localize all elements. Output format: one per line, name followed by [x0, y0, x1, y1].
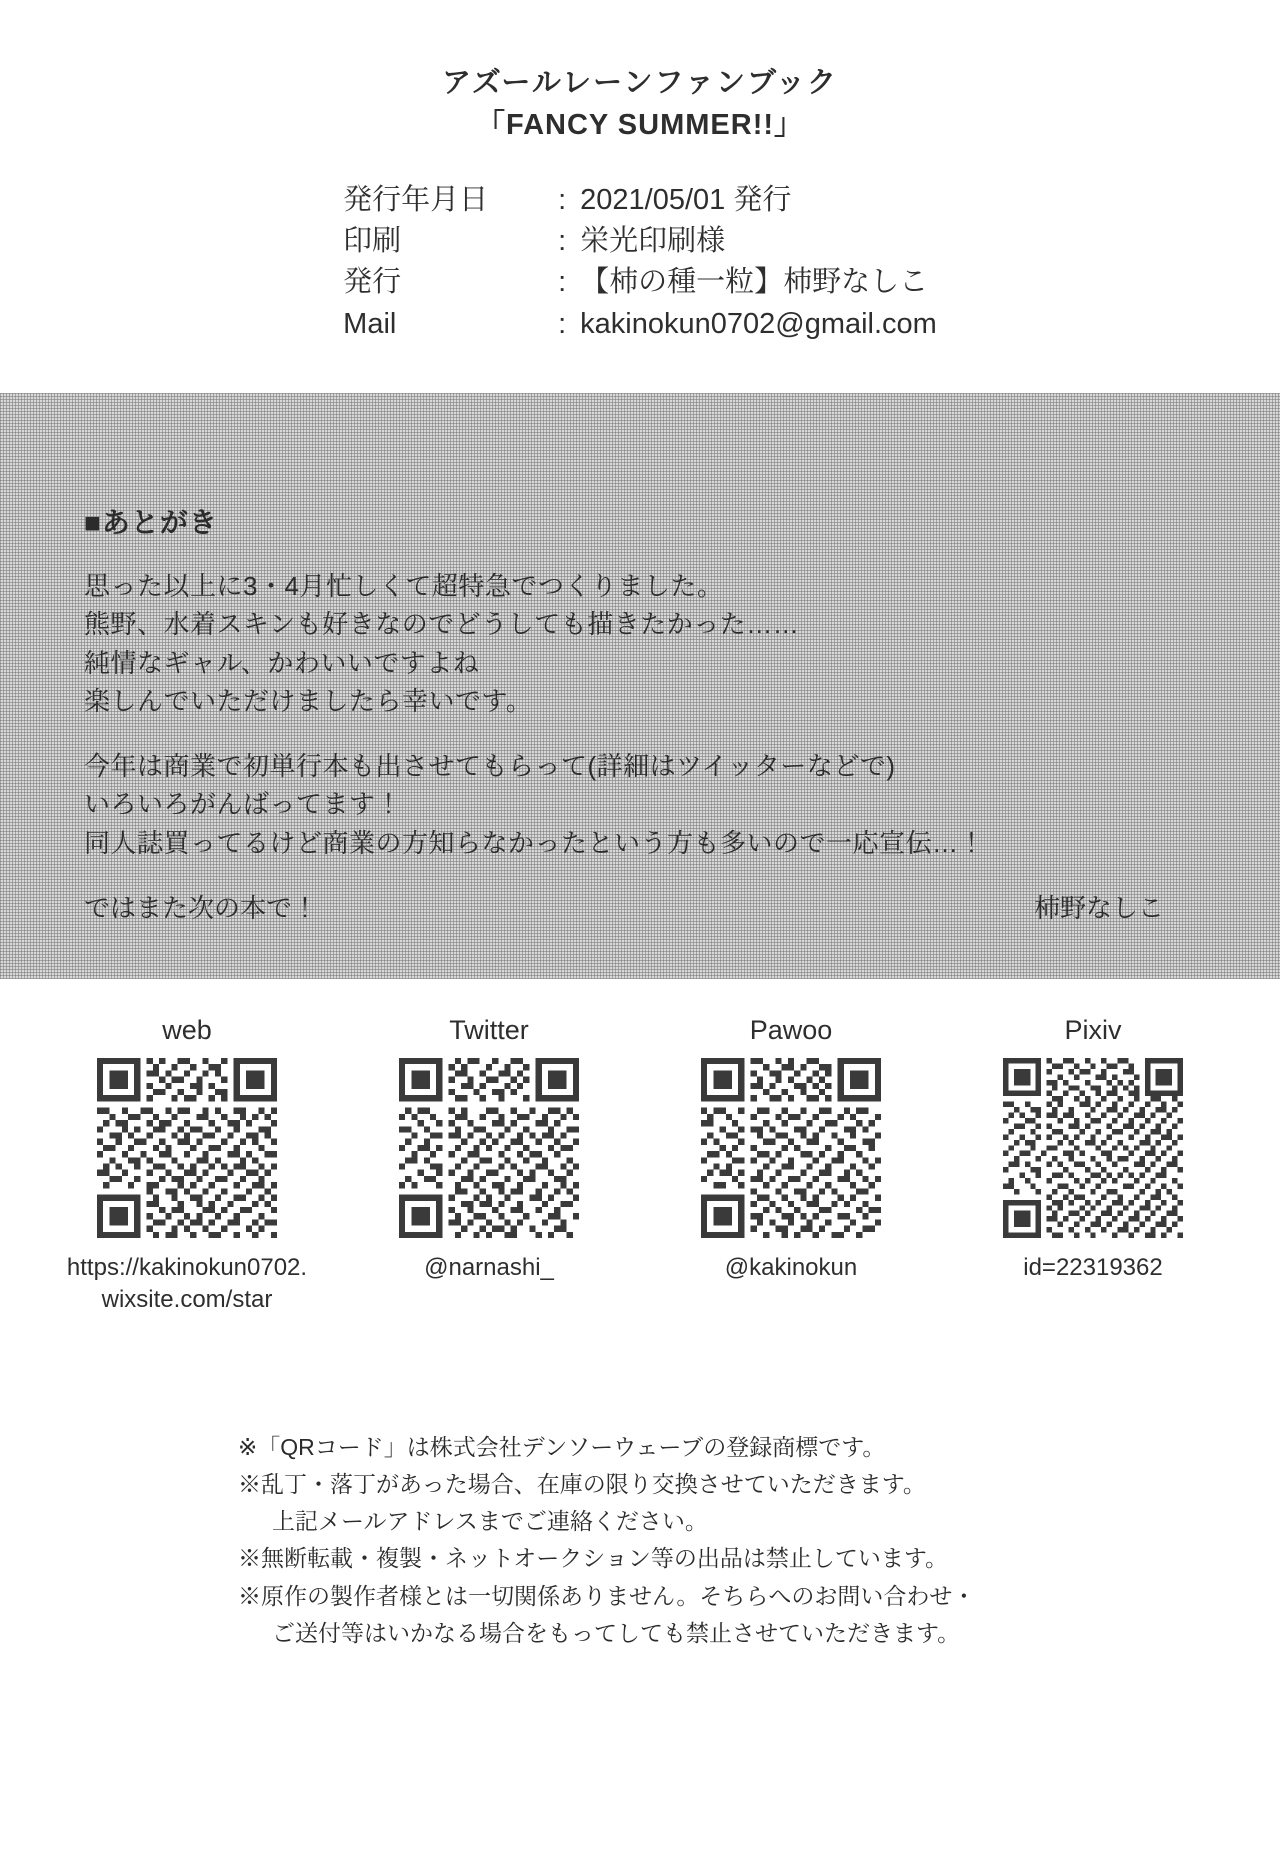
- afterword-line: いろいろがんばってます！: [84, 789, 403, 820]
- afterword-content: [84, 501, 1210, 927]
- afterword-closing: ではまた次の本で！: [84, 893, 319, 924]
- notice-line: ※乱丁・落丁があった場合、在庫の限り交換させていただきます。: [238, 1470, 926, 1497]
- link-caption: @narnashi_: [424, 1253, 554, 1281]
- meta-value: 2021/05/01 発行: [580, 184, 792, 217]
- meta-label: 発行: [343, 266, 402, 299]
- notice-line: ※無断転載・複製・ネットオークション等の出品は禁止しています。: [238, 1545, 949, 1572]
- colophon-header: [0, 0, 1280, 345]
- afterword-panel: [0, 393, 1280, 979]
- meta-value: 【柿の種一粒】柿野なしこ: [580, 266, 929, 299]
- list-item[interactable]: [970, 1015, 1216, 1317]
- notice-line: ご送付等はいかなる場合をもってしても禁止させていただきます。: [272, 1619, 961, 1646]
- link-caption: @kakinokun: [724, 1253, 858, 1281]
- link-list: [0, 1015, 1280, 1317]
- afterword-closing-row: [84, 890, 1210, 926]
- contact-email: kakinokun0702@gmail.com: [580, 307, 937, 340]
- publication-meta: [343, 180, 937, 345]
- page-title: [0, 62, 1280, 146]
- afterword-line: 同人誌買ってるけど商業の方知らなかったという方も多いので一応宣伝…！: [84, 827, 986, 858]
- notice-list: [0, 1429, 1280, 1653]
- meta-label: 印刷: [343, 225, 402, 258]
- meta-row: [343, 221, 937, 262]
- notice-line: 上記メールアドレスまでご連絡ください。: [272, 1508, 708, 1535]
- list-item[interactable]: [668, 1015, 914, 1317]
- afterword-line: 今年は商業で初単行本も出させてもらって(詳細はツイッターなどで): [84, 750, 896, 781]
- afterword-heading: ■あとがき: [84, 506, 218, 538]
- link-caption: https://kakinokun0702. wixsite.com/star: [66, 1253, 308, 1314]
- title-line-1: アズールレーンファンブック: [442, 67, 838, 99]
- qr-code-icon: [399, 1058, 579, 1238]
- qr-code-icon: [97, 1058, 277, 1238]
- qr-code-icon: [1003, 1058, 1183, 1238]
- notice-line: ※原作の製作者様とは一切関係ありません。そちらへのお問い合わせ・: [238, 1582, 976, 1609]
- meta-label: Mail: [343, 307, 397, 340]
- meta-row-mail: [343, 304, 937, 345]
- meta-separator: :: [558, 307, 567, 340]
- meta-value: 栄光印刷様: [580, 225, 726, 258]
- list-item[interactable]: [366, 1015, 612, 1317]
- afterword-line: 熊野、水着スキンも好きなのでどうしても描きたかった……: [84, 609, 800, 640]
- meta-separator: :: [558, 266, 567, 299]
- notice-line: ※「QRコード」は株式会社デンソーウェーブの登録商標です。: [238, 1433, 886, 1460]
- link-label: web: [162, 1014, 212, 1045]
- meta-row: [343, 262, 937, 303]
- afterword-line: 思った以上に3・4月忙しくて超特急でつくりました。: [84, 570, 724, 601]
- title-line-2: 「FANCY SUMMER!!」: [475, 109, 805, 142]
- afterword-line: 楽しんでいただけましたら幸いです。: [84, 686, 533, 717]
- afterword-paragraph-1: [84, 567, 1210, 721]
- link-label: Pixiv: [1064, 1014, 1122, 1045]
- author-signature: 柿野なしこ: [1033, 893, 1164, 924]
- qr-code-icon: [701, 1058, 881, 1238]
- link-caption: id=22319362: [1023, 1253, 1163, 1281]
- afterword-paragraph-2: [84, 747, 1210, 862]
- link-label: Twitter: [449, 1014, 529, 1045]
- meta-separator: :: [558, 184, 567, 217]
- list-item[interactable]: [64, 1015, 310, 1317]
- afterword-line: 純情なギャル、かわいいですよね: [84, 647, 480, 678]
- meta-label: 発行年月日: [343, 184, 489, 217]
- meta-row: [343, 180, 937, 221]
- meta-separator: :: [558, 225, 567, 258]
- link-label: Pawoo: [749, 1014, 833, 1045]
